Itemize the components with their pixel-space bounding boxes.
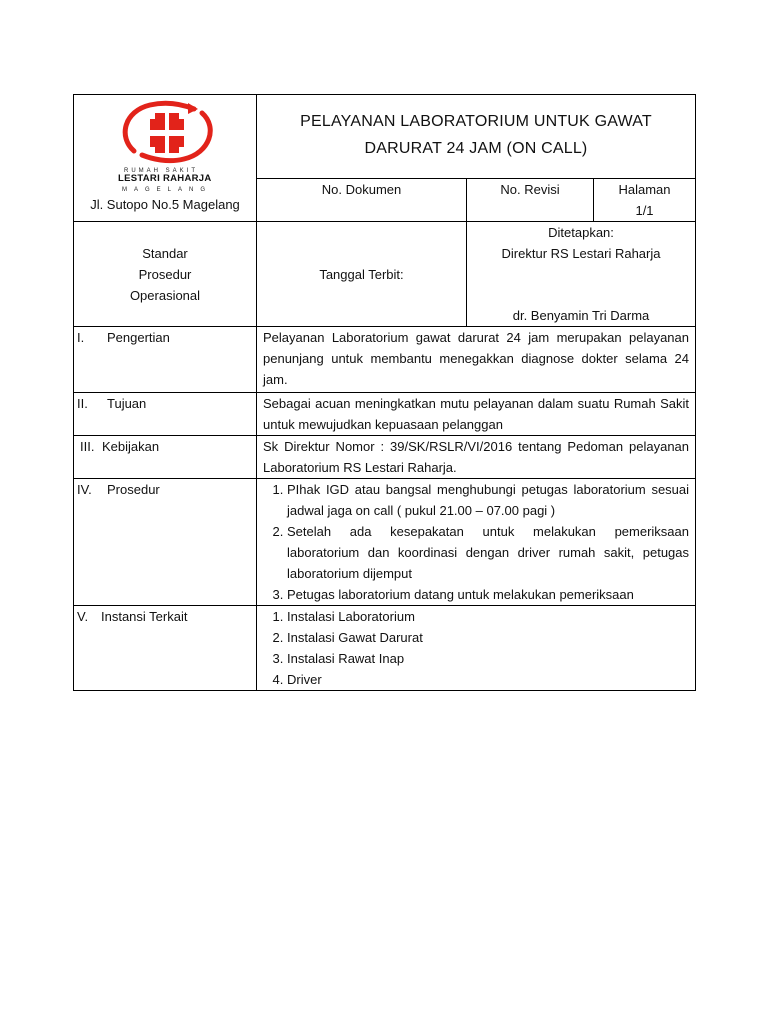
- related-unit-item: 4. Driver: [287, 669, 689, 690]
- approver-title: Direktur RS Lestari Raharja: [501, 246, 661, 261]
- approver-name: dr. Benyamin Tri Darma: [512, 308, 650, 323]
- section-label: Prosedur: [107, 482, 160, 497]
- section-label-tujuan: [74, 393, 257, 436]
- section-label-kebijakan: [74, 436, 257, 479]
- section-text-tujuan: Sebagai acuan meningkatkan mutu pelayanan dalam suatu Rumah Sakit untuk mewujudkan kepuasaan pelanggan: [257, 393, 696, 436]
- section-number: V.: [77, 609, 89, 624]
- related-units-list: [261, 606, 689, 690]
- procedure-step: 2. Setelah ada kesepakatan untuk melakukan pemeriksaan laboratorium dan koordinasi dengan driver rumah sakit, petugas laboratorium dijemput: [287, 521, 689, 584]
- sop-line-1: Standar: [142, 245, 188, 261]
- hospital-cross-icon: [118, 99, 218, 169]
- section-items-instansi: [257, 606, 696, 691]
- section-label-prosedur: [74, 479, 257, 606]
- sop-line-3: Operasional: [129, 287, 201, 303]
- related-unit-item: 1. Instalasi Laboratorium: [287, 606, 689, 627]
- section-number: IV.: [77, 482, 92, 497]
- section-number: III.: [80, 439, 95, 454]
- sop-table: [73, 94, 696, 691]
- procedure-step: 1. PIhak IGD atau bangsal menghubungi petugas laboratorium sesuai jadwal jaga on call ( pukul 21.00 – 07.00 pagi ): [287, 479, 689, 521]
- page-cell: [594, 179, 696, 222]
- procedure-step: 3. Petugas laboratorium datang untuk melakukan pemeriksaan: [287, 584, 689, 605]
- section-label: Pengertian: [107, 330, 170, 345]
- section-label-pengertian: [74, 327, 257, 393]
- sop-document: [73, 94, 695, 691]
- revision-label: No. Revisi: [500, 182, 560, 197]
- section-label: Kebijakan: [102, 439, 160, 454]
- approval-cell: [467, 222, 696, 327]
- approved-label: Ditetapkan:: [548, 225, 614, 240]
- section-number: II.: [77, 396, 88, 411]
- logo-text-top: RUMAH SAKIT: [124, 168, 199, 174]
- page-value: 1/1: [635, 203, 654, 218]
- page-label: Halaman: [618, 182, 671, 197]
- logo-text-name: LESTARI RAHARJA: [118, 173, 212, 184]
- logo-text-city: MAGELANG: [122, 187, 213, 193]
- section-steps-prosedur: [257, 479, 696, 606]
- procedure-steps-list: [261, 479, 689, 605]
- doc-number-label: No. Dokumen: [321, 182, 402, 197]
- section-label: Instansi Terkait: [101, 609, 188, 624]
- logo-cell: [74, 95, 257, 222]
- section-label: Tujuan: [107, 396, 147, 411]
- section-number: I.: [77, 330, 85, 345]
- title-line-2: DARURAT 24 JAM (ON CALL): [364, 140, 588, 157]
- issue-date-cell: [257, 222, 467, 327]
- section-text-pengertian: Pelayanan Laboratorium gawat darurat 24 jam merupakan pelayanan penunjang untuk membantu menegakkan diagnose dokter selama 24 jam.: [257, 327, 696, 393]
- revision-cell: [467, 179, 594, 222]
- related-unit-item: 3. Instalasi Rawat Inap: [287, 648, 689, 669]
- related-unit-item: 2. Instalasi Gawat Darurat: [287, 627, 689, 648]
- hospital-address: Jl. Sutopo No.5 Magelang: [90, 197, 240, 212]
- sop-line-2: Prosedur: [138, 266, 192, 282]
- section-text-kebijakan: Sk Direktur Nomor : 39/SK/RSLR/VI/2016 tentang Pedoman pelayanan Laboratorium RS Lestari Raharja.: [257, 436, 696, 479]
- doc-number-cell: [257, 179, 467, 222]
- document-title: [257, 95, 696, 179]
- issue-date-label: Tanggal Terbit:: [319, 266, 404, 282]
- title-line-1: PELAYANAN LABORATORIUM UNTUK GAWAT: [300, 113, 652, 130]
- section-label-instansi: [74, 606, 257, 691]
- sop-label-cell: [74, 222, 257, 327]
